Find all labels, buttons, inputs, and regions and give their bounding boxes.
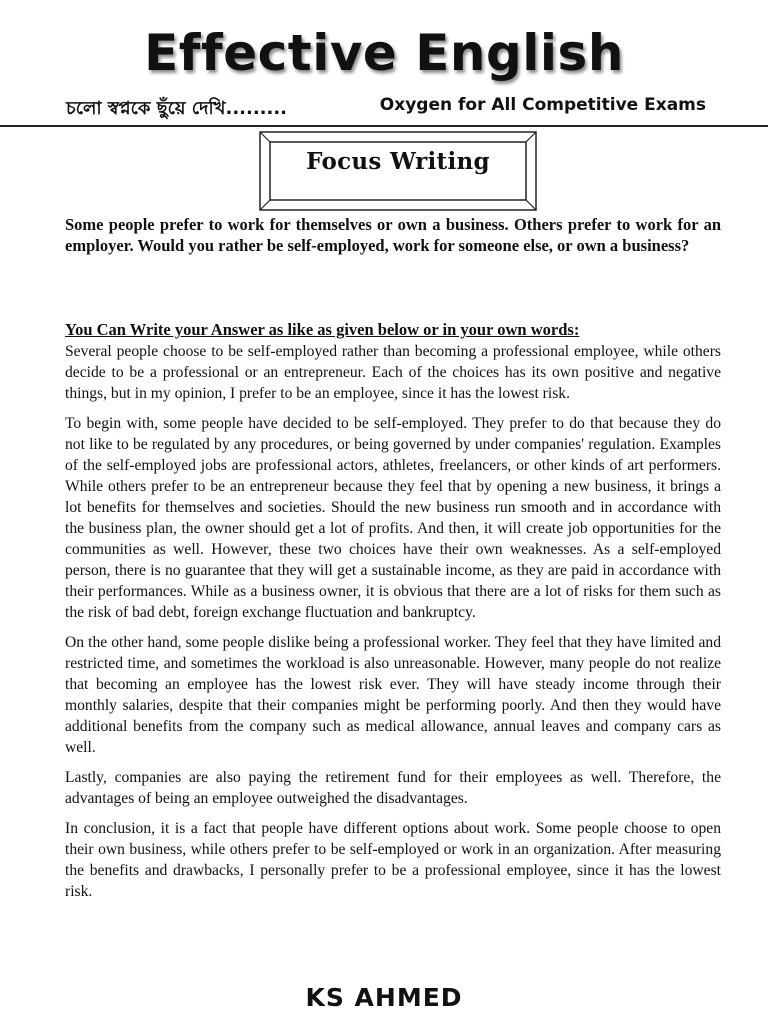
header-divider bbox=[0, 125, 768, 127]
paragraph-employee: On the other hand, some people dislike being a professional worker. They feel that they have limited and restricted time, and sometimes the workload is also unreasonable. However, many people do not realize that becoming an employee has the lowest risk ever. They will have steady income through their monthly salaries, despite that their companies might be performing poorly. And then they would have additional benefits from the company such as medical allowance, annual leaves and company cars as well. bbox=[65, 634, 721, 756]
header-title: Effective English bbox=[144, 24, 624, 82]
section-label: Focus Writing bbox=[306, 148, 490, 175]
question-text: Some people prefer to work for themselves or own a business. Others prefer to work for an employer. Would you rather be self-employed, work for someone else, or own a business? bbox=[65, 215, 721, 255]
paragraph-introduction: Several people choose to be self-employed rather than becoming a professional employee, while others decide to be a professional or an entrepreneur. Each of the choices has its own positive and negative things, but in my opinion, I prefer to be an employee, since it has the lowest risk. bbox=[65, 343, 721, 402]
paragraph-self-employed: To begin with, some people have decided to be self-employed. They prefer to do that because they do not like to be regulated by any procedures, or being governed by under companies' regulation. Examples of the self-employed jobs are professional actors, athletes, freelancers, or other kinds of art performers. While others prefer to be an entrepreneur because they feel that by opening a new business, it brings a lot benefits for themselves and societies. Should the new business run smooth and in accordance with the business plan, the owner should get a lot of profits. And then, it will create job opportunities for the communities as well. However, these two choices have their own weaknesses. As a self-employed person, there is no guarantee that they will get a sustainable income, as they are paid in accordance with their performances. While as a business owner, it is obvious that there are a lot of risks for them such as the risk of bad debt, foreign exchange fluctuation and bankruptcy. bbox=[65, 415, 721, 621]
answer-heading: You Can Write your Answer as like as given below or in your own words: bbox=[65, 320, 580, 339]
paragraph-retirement: Lastly, companies are also paying the retirement fund for their employees as well. Therefore, the advantages of being an employee outweighed the disadvantages. bbox=[65, 769, 721, 807]
bengali-tagline: চলো স্বপ্নকে ছুঁয়ে দেখি......... bbox=[66, 98, 288, 119]
author-name: KS AHMED bbox=[305, 983, 463, 1012]
english-tagline: Oxygen for All Competitive Exams bbox=[379, 95, 706, 115]
essay-body bbox=[65, 341, 721, 911]
paragraph-conclusion: In conclusion, it is a fact that people have different options about work. Some people choose to open their own business, while others prefer to be self-employed or work in an organization. After measuring the benefits and drawbacks, I personally prefer to be a professional employee, since it has the lowest risk. bbox=[65, 820, 721, 900]
